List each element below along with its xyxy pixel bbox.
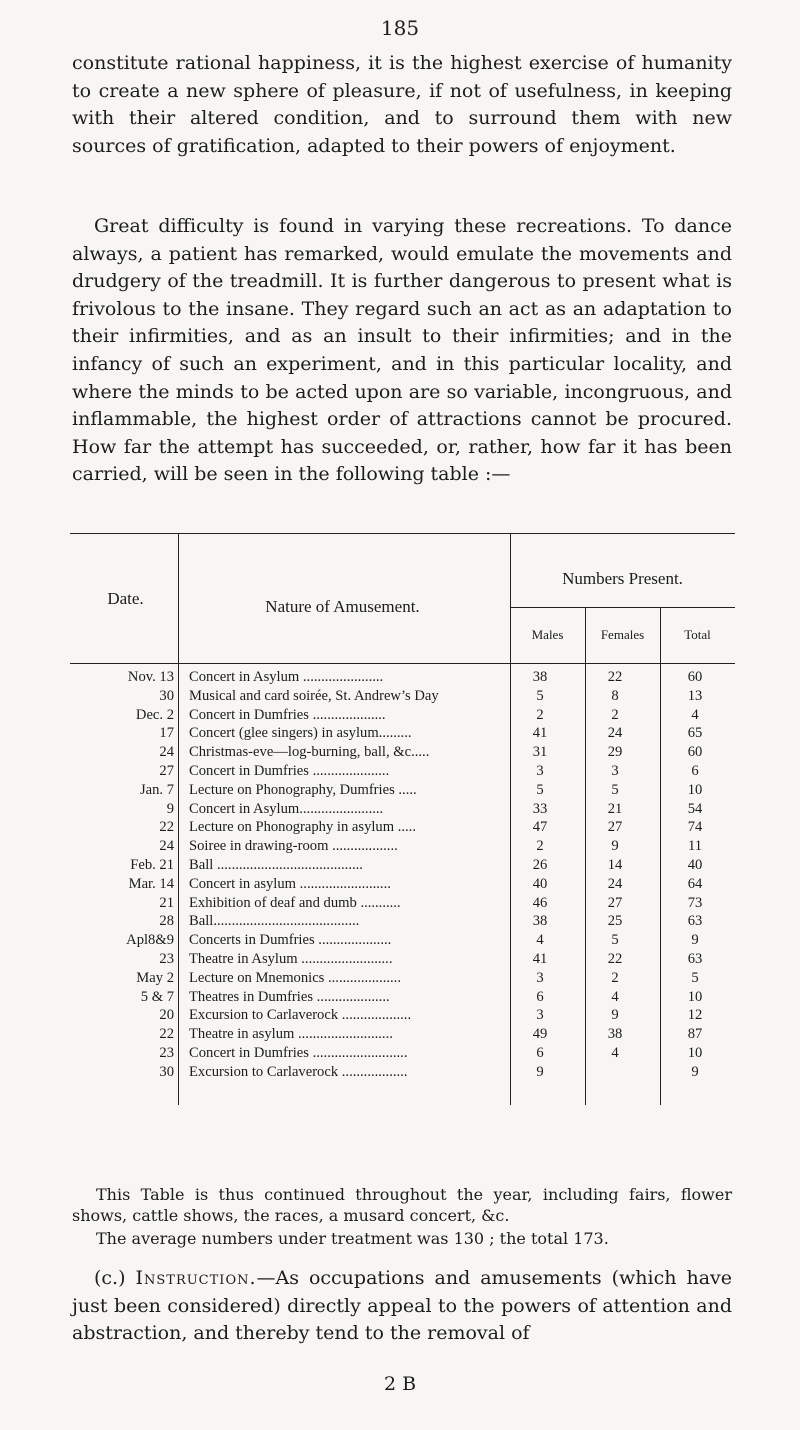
row-females: 14 <box>607 856 623 873</box>
row-date: 9 <box>166 800 174 817</box>
header-date: Date. <box>107 589 144 608</box>
row-date: 30 <box>159 687 174 704</box>
row-males: 5 <box>536 781 544 798</box>
row-date: Apl8&9 <box>126 932 174 949</box>
row-total: 60 <box>687 669 703 685</box>
paragraph-1: constitute rational happiness, it is the highest exercise of humanity to create a new sphere of pleasure, if not of usefulness, in keeping with their altered condition, and to surround them with new sources of gratification, adapted to their powers of enjoyment. <box>72 52 732 157</box>
table-row <box>70 1006 735 1025</box>
row-nature: Excursion to Carlaverock .................. <box>189 1063 408 1080</box>
row-total: 9 <box>691 932 699 949</box>
table-row <box>70 781 735 800</box>
table-row <box>70 875 735 894</box>
row-females: 9 <box>611 838 619 855</box>
row-females: 27 <box>607 894 623 911</box>
row-males: 2 <box>536 706 544 723</box>
row-total: 74 <box>687 819 703 836</box>
row-total: 6 <box>691 762 699 779</box>
row-date: 23 <box>159 1044 174 1061</box>
table-body <box>70 668 735 1082</box>
header-males: Males <box>531 627 564 642</box>
header-females: Females <box>600 627 645 642</box>
row-total: 5 <box>691 969 699 986</box>
row-males: 49 <box>532 1026 548 1043</box>
row-date: 24 <box>159 744 174 761</box>
row-nature: Concert (glee singers) in asylum......... <box>189 725 412 742</box>
row-females: 29 <box>607 744 623 761</box>
row-females: 22 <box>607 950 623 967</box>
row-females: 2 <box>611 969 619 986</box>
row-total: 9 <box>691 1063 699 1080</box>
row-nature: Concert in Dumfries .......................... <box>189 1044 408 1061</box>
row-females: 8 <box>611 687 619 704</box>
row-females: 4 <box>611 988 619 1005</box>
row-females: 2 <box>611 706 619 723</box>
row-nature: Concert in Asylum ...................... <box>189 669 384 685</box>
row-males: 26 <box>532 856 548 873</box>
paragraph-3 <box>72 1265 732 1348</box>
table-row <box>70 800 735 819</box>
signature-mark: 2 B <box>383 1373 417 1395</box>
row-nature: Musical and card soirée, St. Andrew’s Day <box>189 687 439 704</box>
row-males: 31 <box>532 744 548 761</box>
row-nature: Ball ........................................ <box>189 856 363 873</box>
row-total: 63 <box>687 913 703 930</box>
row-nature: Theatre in asylum .......................... <box>189 1026 393 1043</box>
row-date: Nov. 13 <box>127 669 174 685</box>
header-numbers-present: Numbers Present. <box>562 569 683 588</box>
row-nature: Concert in asylum ......................... <box>189 875 391 892</box>
table-row <box>70 894 735 913</box>
table-row <box>70 724 735 743</box>
table-row <box>70 912 735 931</box>
section-heading-instruction: Instruction. <box>135 1267 257 1289</box>
row-females: 27 <box>607 819 623 836</box>
row-date: May 2 <box>136 969 174 986</box>
table-row <box>70 762 735 781</box>
row-females: 22 <box>607 669 623 685</box>
row-nature: Theatres in Dumfries .................... <box>189 988 390 1005</box>
row-date: Dec. 2 <box>135 706 174 723</box>
row-total: 40 <box>687 856 703 873</box>
footnote-1: This Table is thus continued throughout the year, including fairs, flower shows, cattle shows, the races, a musard concert, &c. <box>72 1185 732 1225</box>
table-row <box>70 668 735 687</box>
table-row <box>70 969 735 988</box>
row-total: 63 <box>687 950 703 967</box>
row-males: 3 <box>536 969 544 986</box>
row-males: 47 <box>532 819 548 836</box>
table-row <box>70 856 735 875</box>
table-top-rule <box>70 533 735 534</box>
paragraph-2: Great difficulty is found in varying these recreations. To dance always, a patient has remarked, would emulate the movements and drudgery of the treadmill. It is further dangerous to present what is frivolous to the insane. They regard such an act as an adaptation to their infirmities, and as an insult to their infirmities; and in the infancy of such an experiment, and in this particular locality, and where the minds to be acted upon are so variable, incongruous, and inflammable, the highest order of attractions cannot be procured. How far the attempt has succeeded, or, rather, how far it has been carried, will be seen in the following table :— <box>72 215 732 486</box>
table-row <box>70 950 735 969</box>
table-row <box>70 818 735 837</box>
row-date: Feb. 21 <box>130 856 174 873</box>
row-date: 27 <box>159 762 174 779</box>
row-females: 5 <box>611 781 619 798</box>
table-row <box>70 988 735 1007</box>
row-males: 33 <box>532 800 548 817</box>
row-females: 3 <box>611 762 619 779</box>
table-row <box>70 743 735 762</box>
row-males: 38 <box>532 669 548 685</box>
row-total: 11 <box>687 838 703 855</box>
row-date: Jan. 7 <box>139 781 174 798</box>
table-row <box>70 1063 735 1082</box>
row-total: 60 <box>687 744 703 761</box>
table-row <box>70 837 735 856</box>
row-males: 46 <box>532 894 548 911</box>
row-males: 5 <box>536 687 544 704</box>
row-nature: Theatre in Asylum ......................... <box>189 950 393 967</box>
paragraph-3-label: (c.) <box>94 1267 136 1289</box>
row-nature: Lecture on Phonography, Dumfries ..... <box>189 781 417 798</box>
row-females: 21 <box>607 800 623 817</box>
row-date: 20 <box>159 1007 174 1024</box>
table-row <box>70 706 735 725</box>
row-males: 40 <box>532 875 548 892</box>
header-total: Total <box>684 627 711 642</box>
row-total: 87 <box>687 1026 703 1043</box>
row-males: 3 <box>536 762 544 779</box>
table-row <box>70 931 735 950</box>
row-date: 28 <box>159 913 174 930</box>
row-total: 4 <box>691 706 699 723</box>
row-nature: Concerts in Dumfries .................... <box>189 932 392 949</box>
row-females: 24 <box>607 725 623 742</box>
row-nature: Excursion to Carlaverock ................... <box>189 1007 412 1024</box>
row-nature: Concert in Dumfries .................... <box>189 706 386 723</box>
row-nature: Concert in Asylum....................... <box>189 800 384 817</box>
row-total: 10 <box>687 1044 703 1061</box>
row-females: 25 <box>607 913 623 930</box>
row-total: 10 <box>687 781 703 798</box>
paragraph-3-text: —As occupations and amusements (which have just been considered) directly appeal to the powers of attention and abstraction, and thereby tend to the removal of <box>72 1267 733 1345</box>
row-total: 73 <box>687 894 703 911</box>
row-nature: Ball........................................ <box>189 913 360 930</box>
row-nature: Exhibition of deaf and dumb ........... <box>189 894 401 911</box>
row-total: 65 <box>687 725 703 742</box>
row-males: 3 <box>536 1007 544 1024</box>
row-males: 9 <box>536 1063 544 1080</box>
row-males: 4 <box>536 932 544 949</box>
row-females: 4 <box>611 1044 619 1061</box>
row-date: 17 <box>159 725 174 742</box>
table-header-rule <box>70 663 735 664</box>
row-nature: Lecture on Phonography in asylum ..... <box>189 819 416 836</box>
row-males: 6 <box>536 988 544 1005</box>
row-females: 5 <box>611 932 619 949</box>
row-date: 5 & 7 <box>140 988 174 1005</box>
row-females: 24 <box>607 875 623 892</box>
row-date: 23 <box>159 950 174 967</box>
page-number: 185 <box>380 16 420 40</box>
row-date: 21 <box>159 894 174 911</box>
row-males: 6 <box>536 1044 544 1061</box>
row-total: 12 <box>687 1007 703 1024</box>
footnote-2: The average numbers under treatment was 130 ; the total 173. <box>96 1229 609 1248</box>
row-date: 24 <box>159 838 174 855</box>
row-nature: Lecture on Mnemonics .................... <box>189 969 401 986</box>
row-total: 10 <box>687 988 703 1005</box>
row-date: 30 <box>159 1063 174 1080</box>
row-date: Mar. 14 <box>128 875 174 892</box>
row-males: 41 <box>532 725 548 742</box>
row-total: 54 <box>687 800 703 817</box>
row-date: 22 <box>159 819 174 836</box>
row-total: 64 <box>687 875 703 892</box>
row-males: 41 <box>532 950 548 967</box>
row-males: 38 <box>532 913 548 930</box>
table-row <box>70 1025 735 1044</box>
amusements-table <box>70 533 735 1082</box>
table-row <box>70 687 735 706</box>
header-nature: Nature of Amusement. <box>265 597 420 616</box>
row-total: 13 <box>687 687 703 704</box>
row-nature: Concert in Dumfries ..................... <box>189 762 390 779</box>
row-nature: Soiree in drawing-room .................. <box>189 838 398 855</box>
row-females: 38 <box>607 1026 623 1043</box>
table-row <box>70 1044 735 1063</box>
row-females: 9 <box>611 1007 619 1024</box>
row-nature: Christmas-eve—log-burning, ball, &c..... <box>189 744 430 761</box>
table-header <box>70 533 735 668</box>
row-males: 2 <box>536 838 544 855</box>
row-date: 22 <box>159 1026 174 1043</box>
